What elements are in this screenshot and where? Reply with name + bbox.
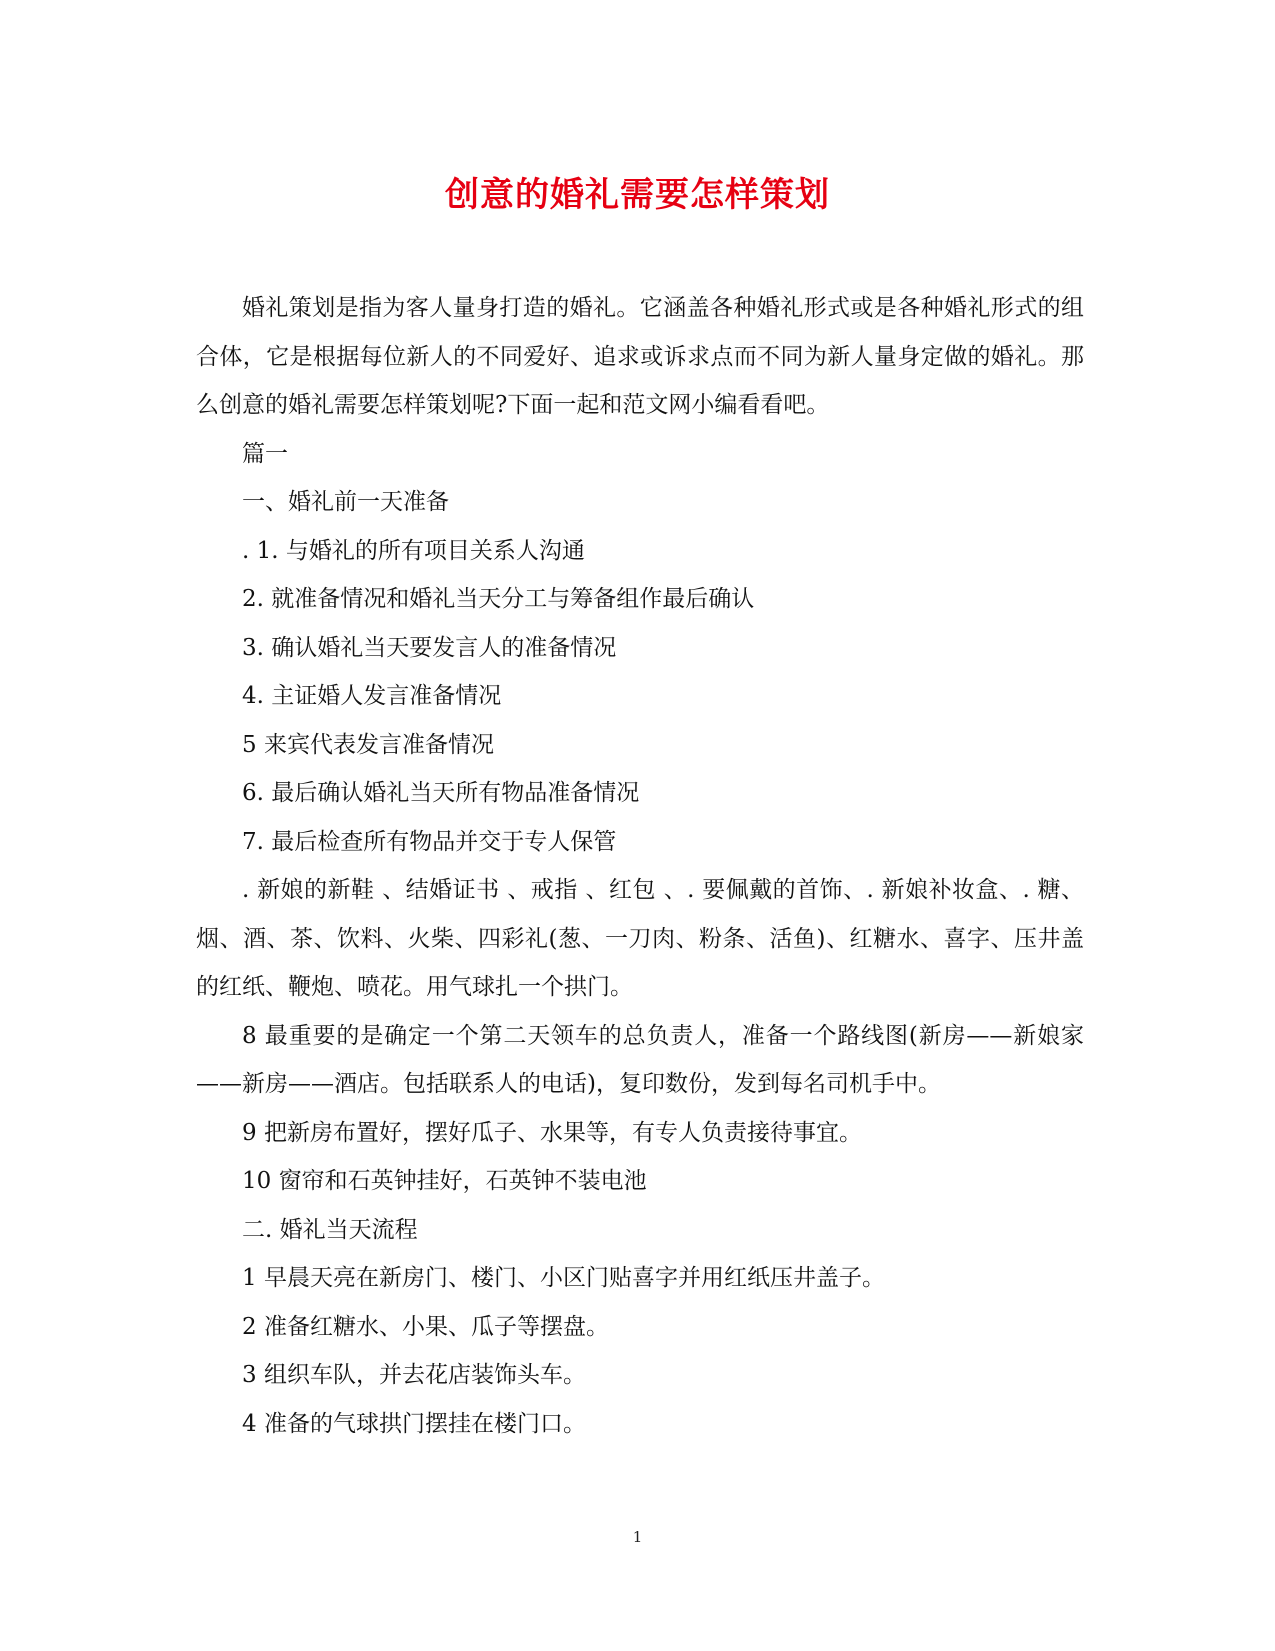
page-number: 1 [632, 1528, 643, 1546]
document-title: 创意的婚礼需要怎样策划 [445, 175, 830, 215]
document-body [196, 284, 1084, 1448]
list-item: 10 窗帘和石英钟挂好，石英钟不装电池 [242, 1168, 647, 1194]
list-item: 8 最重要的是确定一个第二天领车的总负责人，准备一个路线图(新房——新娘家——新房——酒店。包括联系人的电话)，复印数份，发到每名司机手中。 [196, 1022, 1084, 1097]
list-item: 2 准备红糖水、小果、瓜子等摆盘。 [242, 1313, 609, 1340]
list-item: . 1. 与婚礼的所有项目关系人沟通 [242, 537, 585, 564]
section-heading: 二. 婚礼当天流程 [242, 1216, 418, 1243]
list-item: 7. 最后检查所有物品并交于专人保管 [242, 828, 617, 855]
section-heading: 一、婚礼前一天准备 [242, 489, 449, 515]
list-item: 1 早晨天亮在新房门、楼门、小区门贴喜字并用红纸压井盖子。 [242, 1265, 885, 1291]
items-paragraph: . 新娘的新鞋 、结婚证书 、戒指 、红包 、. 要佩戴的首饰、. 新娘补妆盒、. 糖、烟、酒、茶、饮料、火柴、四彩礼(葱、一刀肉、粉条、活鱼)、红糖水、喜字、压井盖的红纸、鞭炮、喷花。用气球扎一个拱门。 [196, 877, 1084, 1000]
list-item: 3 组织车队，并去花店装饰头车。 [242, 1362, 586, 1388]
intro-paragraph: 婚礼策划是指为客人量身打造的婚礼。它涵盖各种婚礼形式或是各种婚礼形式的组合体，它是根据每位新人的不同爱好、追求或诉求点而不同为新人量身定做的婚礼。那么创意的婚礼需要怎样策划呢?下面一起和范文网小编看看吧。 [196, 295, 1084, 418]
list-item: 3. 确认婚礼当天要发言人的准备情况 [242, 634, 617, 661]
list-item: 4 准备的气球拱门摆挂在楼门口。 [242, 1410, 586, 1437]
list-item: 9 把新房布置好，摆好瓜子、水果等，有专人负责接待事宜。 [242, 1119, 862, 1146]
list-item: 6. 最后确认婚礼当天所有物品准备情况 [242, 780, 640, 806]
list-item: 5 来宾代表发言准备情况 [242, 731, 494, 758]
list-item: 4. 主证婚人发言准备情况 [242, 683, 502, 709]
list-item: 2. 就准备情况和婚礼当天分工与筹备组作最后确认 [242, 586, 755, 612]
section-label: 篇一 [242, 440, 288, 467]
